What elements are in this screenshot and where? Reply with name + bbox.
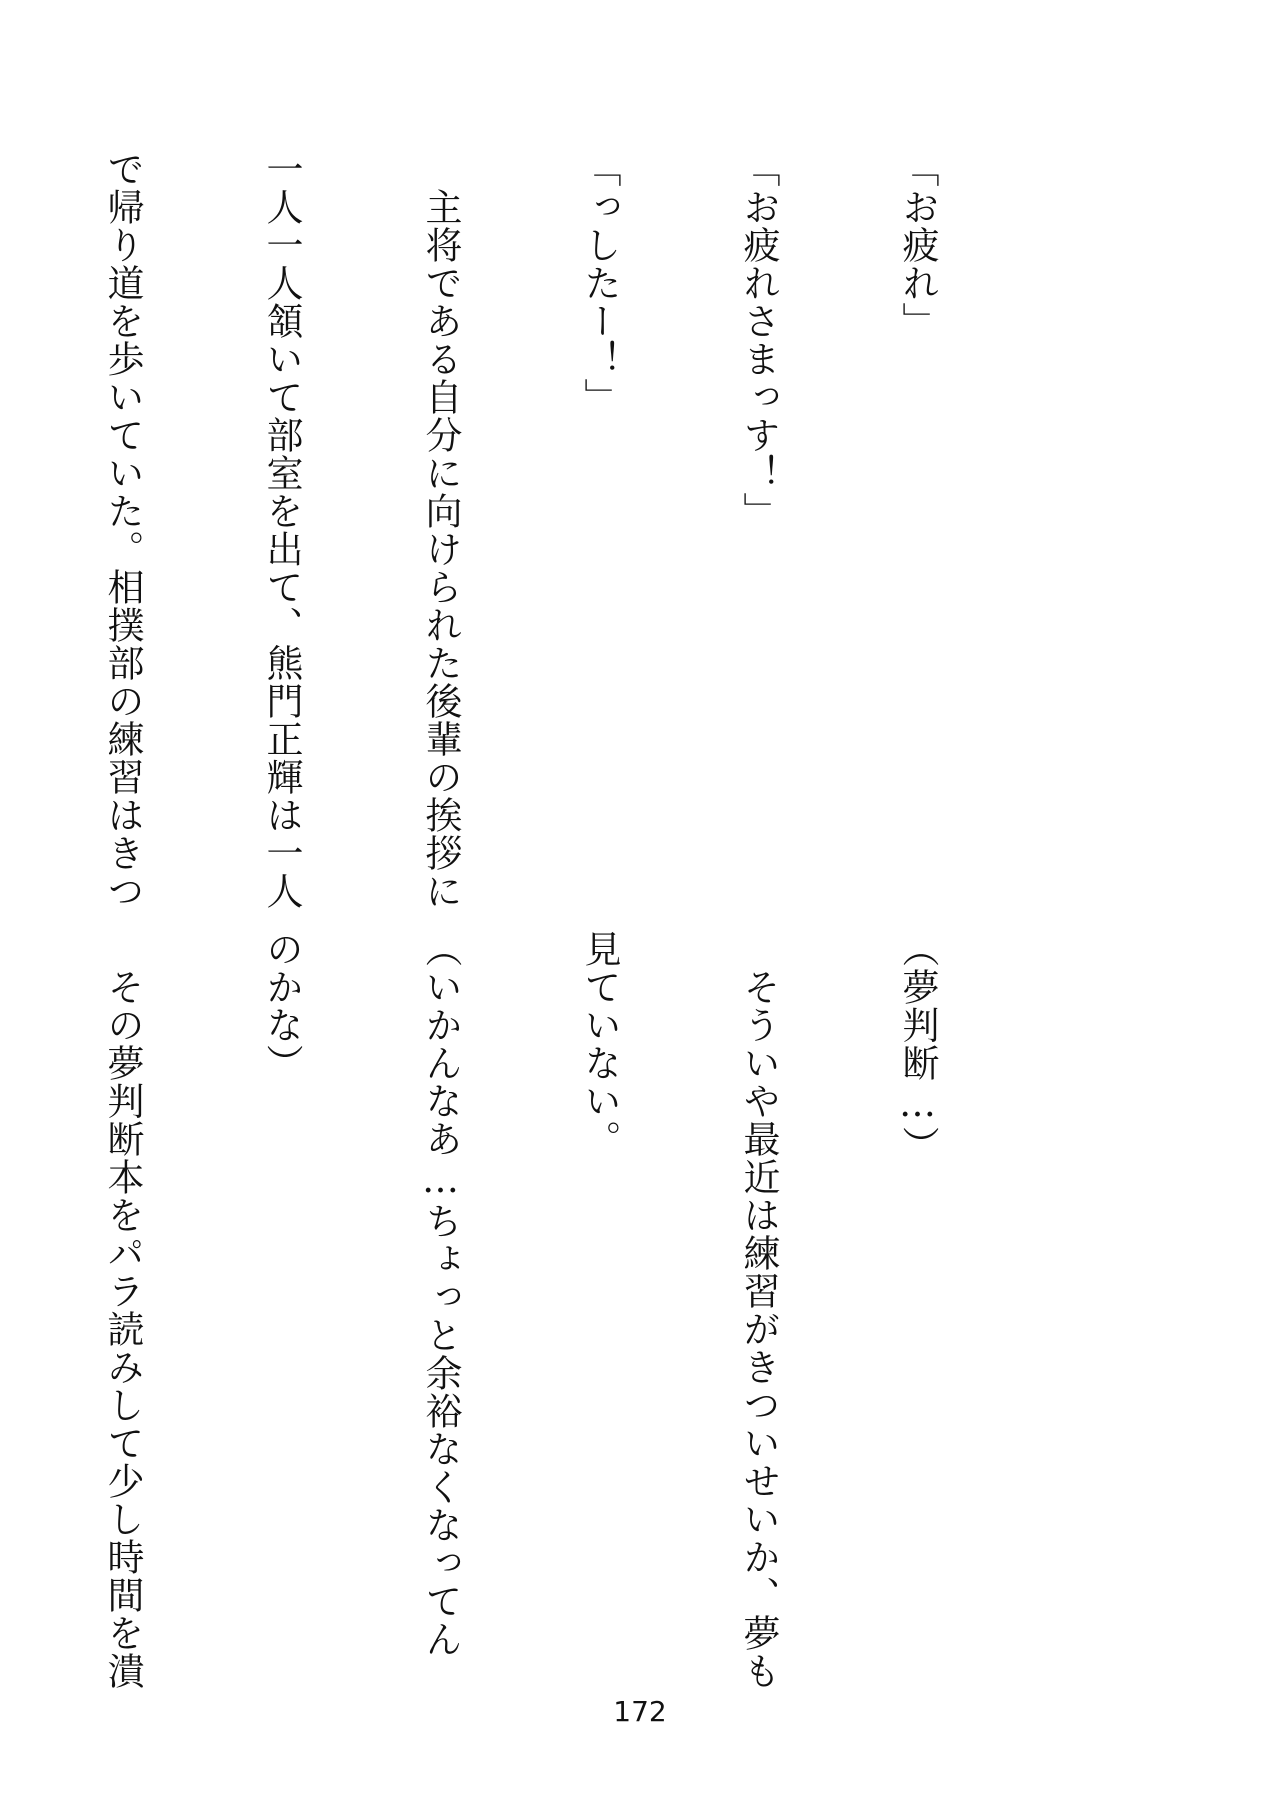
- page-number: 172: [613, 1695, 667, 1728]
- text-block-upper: [101, 150, 1050, 910]
- text-block-lower: [101, 930, 1050, 1690]
- text-line: （いかんなあ…ちょっと余裕なくなってん: [419, 930, 462, 1658]
- text-line: 「お疲れ」: [896, 150, 939, 340]
- text-line: 「お疲れさまっす！」: [737, 150, 780, 530]
- text-line: 見ていない。: [578, 930, 621, 1158]
- text-line: その夢判断本をパラ読みして少し時間を潰: [101, 930, 144, 1690]
- text-line: そういや最近は練習がきついせいか、夢も: [737, 930, 780, 1690]
- text-line: 「っしたー！」: [578, 150, 621, 416]
- text-line: 主将である自分に向けられた後輩の挨拶に: [419, 150, 462, 910]
- text-line: 一人一人頷いて部室を出て、熊門正輝は一人: [260, 150, 303, 910]
- text-line: のかな）: [260, 930, 303, 1082]
- text-line: （夢判断…）: [896, 930, 939, 1164]
- text-line: で帰り道を歩いていた。相撲部の練習はきつ: [101, 150, 144, 910]
